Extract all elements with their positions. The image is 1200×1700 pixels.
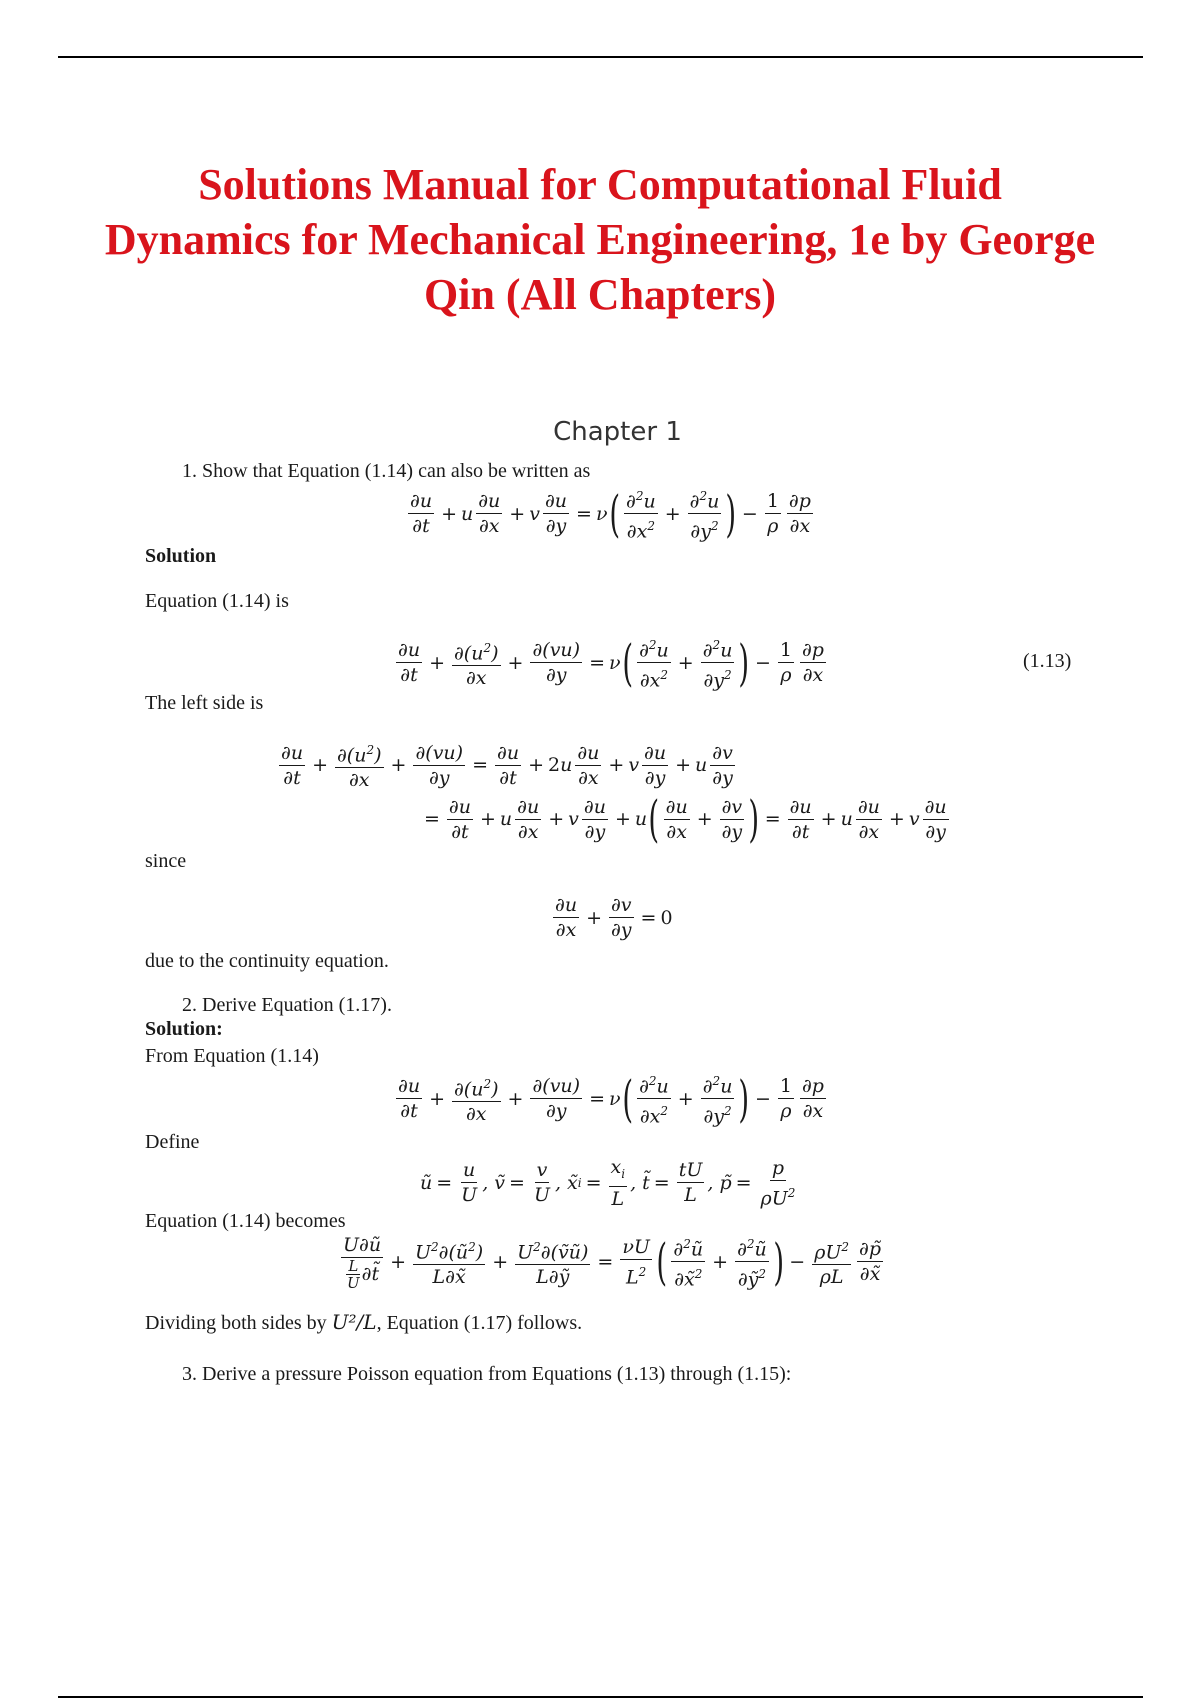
equation-left-side-1: ∂u ∂t + $\frac{\partial(u^2)}{\partial x}$ + $\frac{\partial(vu)}{\partial y}$ = $\frac{\partial u}{\partial t}$ + 2 u ∂u ∂x + v $\frac{\partial u}{\partial y}$ + u $\frac{\partial v}{\partial y}$ xyxy=(276,738,738,792)
since-text: since xyxy=(145,850,187,872)
solution-label-1: Solution xyxy=(145,545,217,567)
question-2: 2. Derive Equation (1.17). xyxy=(182,994,392,1016)
continuity-equation: ∂u ∂x + $\frac{\partial v}{\partial y}$ = 0 xyxy=(555,894,673,941)
equation-left-side-2: = $\frac{\partial u}{\partial t}$ + u $\frac{\partial u}{\partial x}$ + v $\frac{\partial u}{\partial y}$ + u ( ∂u ∂x + $\frac{\partial v}{\partial y}$ ) = $\frac{\partial u}{\partial t}$ + u $\frac{\partial u}{\partial x}$ + v $\frac{\partial u}{\partial y}$ xyxy=(424,790,947,848)
solution-label-2: Solution: xyxy=(145,1018,223,1040)
dividing-text xyxy=(145,1310,582,1335)
dividing-post: , Equation (1.17) follows. xyxy=(376,1312,583,1334)
continuity-text: due to the continuity equation. xyxy=(145,950,389,972)
chapter-heading: Chapter 1 xyxy=(553,417,682,447)
document-title: Solutions Manual for Computational Fluid Dynamics for Mechanical Engineering, 1e by George Qin (All Chapters) xyxy=(104,160,1096,319)
bottom-rule xyxy=(58,1696,1143,1698)
from-equation-text: From Equation (1.14) xyxy=(145,1045,319,1067)
equation-number: (1.13) xyxy=(1023,650,1072,672)
dividing-pre: Dividing both sides by xyxy=(145,1312,327,1334)
equation-intro: Equation (1.14) is xyxy=(145,590,289,612)
equation-q1: ∂u ∂t + u $\frac{\partial u}{\partial x}$ + v $\frac{\partial u}{\partial y}$ = ν ( ∂$^2$u $\partial x^2$ + $\frac{\partial^2u}{\partial y^2}$ ) − $\frac{1}{\rho}$ ∂p ∂x xyxy=(410,484,811,543)
left-side-text: The left side is xyxy=(145,692,264,714)
equation-becomes: U∂ũ L U ∂t̃ + $\frac{U^2\partial(ũ^2)}{L\partial x̃}$ + $\frac{U^2\partial(ṽũ)}{\text{L∂ỹ}}$ = $\frac{\nu U}{L^2}$ ( ∂$^2$ũ ∂x̃$^2$ + $\frac{\partial^2ũ}{\partial ỹ^2}$ ) − $\frac{\rho U^2}{\rho L}$ ∂p̃ ∂x̃ xyxy=(343,1232,882,1292)
question-3: 3. Derive a pressure Poisson equation from Equations (1.13) through (1.15): xyxy=(182,1363,792,1385)
becomes-text: Equation (1.14) becomes xyxy=(145,1210,346,1232)
nondimensional-definitions: ũ = $\frac{u}{U}$ , ṽ = $\frac{v}{U}$ , x̃ i = $\frac{x_i}{L}$ , t̃ = $\frac{tU}{L}$ , p̃ = $\frac{p}{\rho U^2}$ xyxy=(420,1156,796,1210)
question-1: 1. Show that Equation (1.14) can also be written as xyxy=(182,460,591,482)
dividing-math: U²/L xyxy=(331,1310,377,1334)
equation-1-13: ∂u ∂t + $\frac{\partial(u^2)}{\partial x}$ + $\frac{\partial(vu)}{\partial y}$ = ν ( ∂$^2$u $\partial x^2$ + $\frac{\partial^2u}{\partial y^2}$ ) − $\frac{1}{\rho}$ ∂p ∂x xyxy=(398,633,824,692)
equation-1-14-repeat: ∂u ∂t + $\frac{\partial(u^2)}{\partial x}$ + $\frac{\partial(vu)}{\partial y}$ = ν ( ∂$^2$u $\partial x^2$ + $\frac{\partial^2u}{\partial y^2}$ ) − $\frac{1}{\rho}$ ∂p ∂x xyxy=(398,1069,824,1128)
define-text: Define xyxy=(145,1131,200,1153)
top-rule xyxy=(58,56,1143,58)
